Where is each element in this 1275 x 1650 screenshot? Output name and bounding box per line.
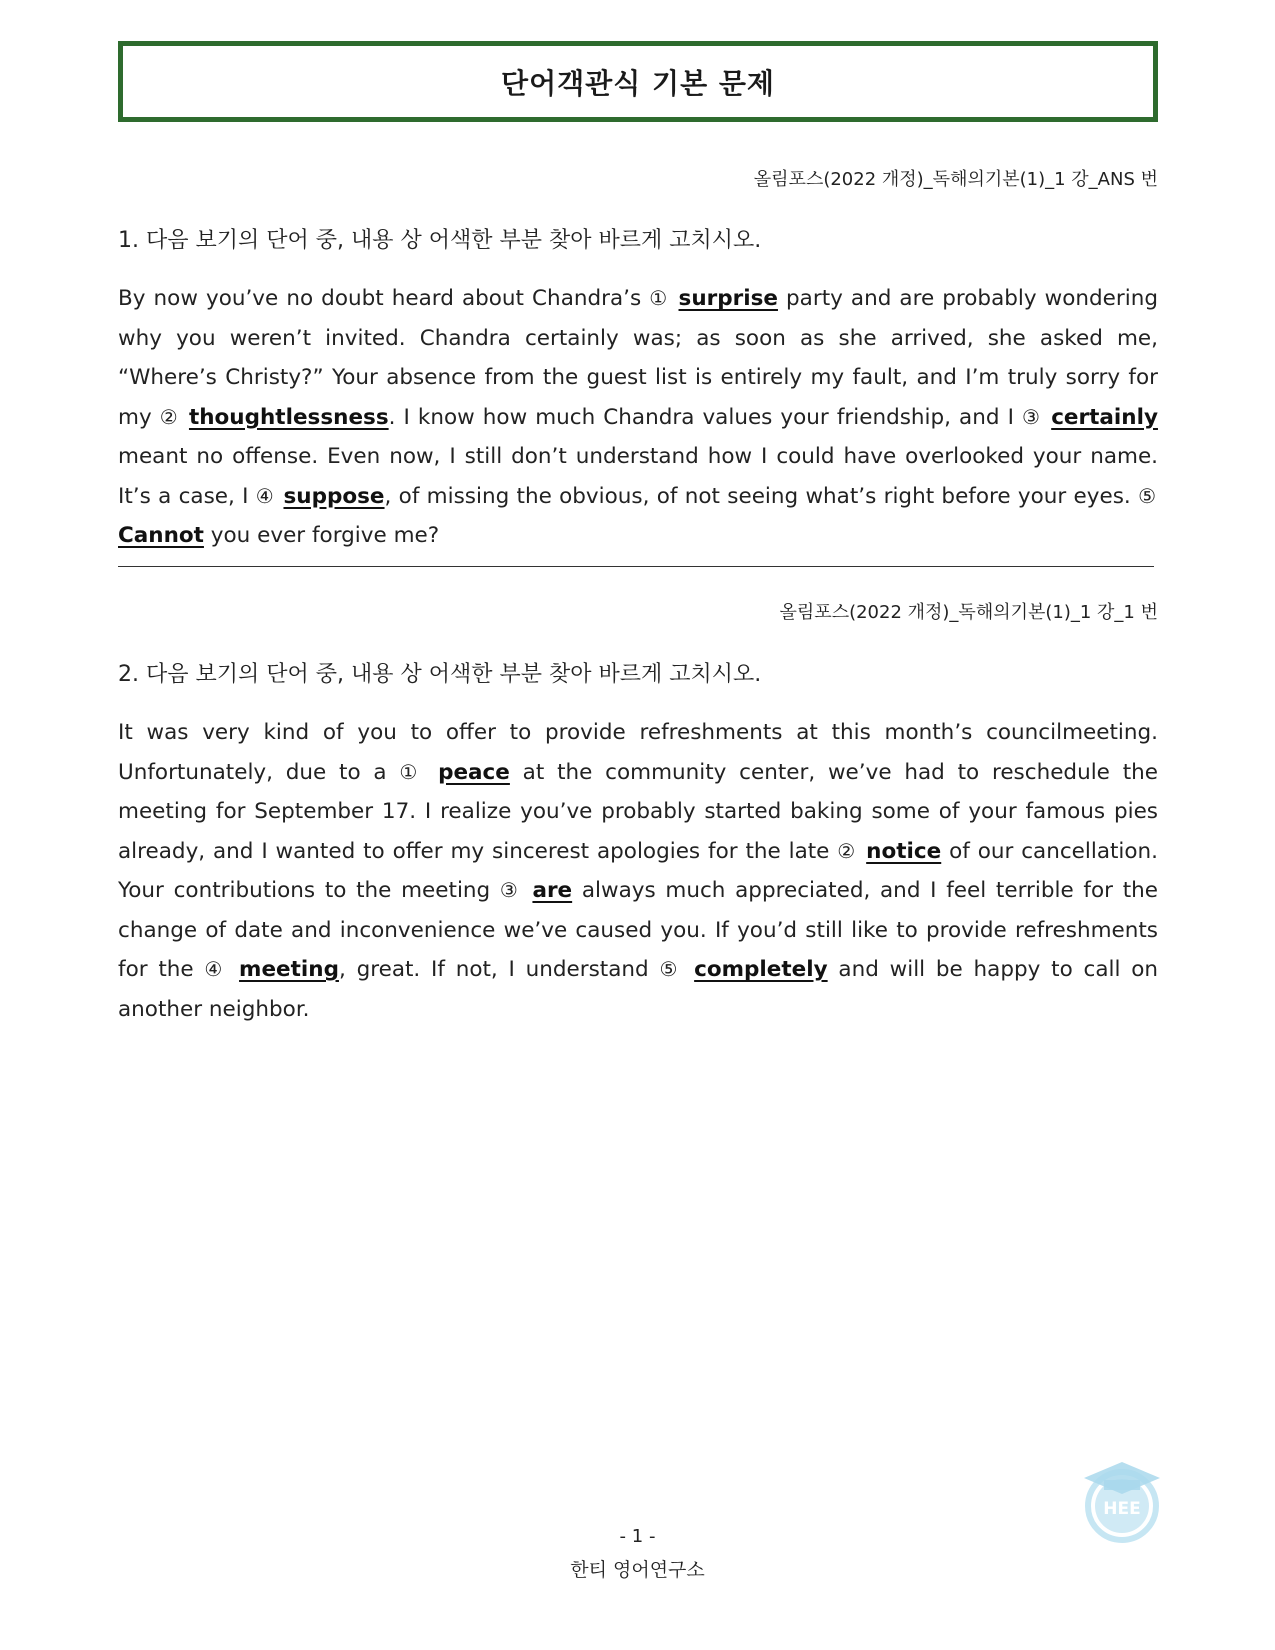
publisher-name: 한티 영어연구소 (570, 1559, 705, 1581)
question-2-passage (118, 713, 1158, 1029)
choice-number: ① (649, 286, 669, 310)
choice-word: are (532, 878, 573, 903)
section-divider (118, 566, 1154, 567)
question-1-source: 올림포스(2022 개정)_독해의기본(1)_1 강_ANS 번 (753, 169, 1158, 190)
choice-number: ② (837, 838, 857, 863)
choice-word: meeting (239, 957, 339, 982)
passage-text: and will be happy to call on another neighbor. (118, 957, 1158, 1022)
passage-text: . I know how much Chandra values your friendship, and I (388, 404, 1022, 430)
choice-number: ② (159, 404, 179, 429)
page-title: 단어객관식 기본 문제 (501, 66, 775, 100)
title-box (118, 41, 1158, 122)
question-1-passage (118, 279, 1158, 556)
choice-word: Cannot (118, 523, 204, 548)
choice-word: peace (438, 759, 510, 785)
passage-text: you ever forgive me? (203, 523, 440, 548)
passage-text: always much appreciated, and I feel terrible for the change of date and inconvenience we’ve caused you. If you’d still like to provide refreshments for the (118, 878, 1158, 982)
choice-word: thoughtlessness (188, 404, 389, 430)
choice-number: ③ (1021, 404, 1042, 429)
passage-text: , of missing the obvious, of not seeing what’s right before your eyes. (384, 483, 1139, 509)
choice-word: suppose (283, 483, 385, 509)
passage-text: It was very kind of you to offer to provide refreshments at this month’s councilmeeting. Unfortunately, due to a (118, 720, 1158, 785)
choice-number: ⑤ (659, 957, 682, 981)
passage-text: By now you’ve no doubt heard about Chandra’s (118, 286, 650, 311)
choice-number: ④ (204, 957, 227, 981)
choice-word: completely (694, 957, 828, 982)
page-number: - 1 - (619, 1526, 656, 1547)
question-2-source: 올림포스(2022 개정)_독해의기본(1)_1 강_1 번 (779, 602, 1158, 623)
choice-number: ⑤ (1138, 483, 1157, 508)
question-1-prompt: 1. 다음 보기의 단어 중, 내용 상 어색한 부분 찾아 바르게 고치시오. (118, 228, 762, 253)
passage-text: meant no offense. Even now, I still don’t understand how I could have overlooked your name. It’s a case, I (118, 444, 1158, 509)
choice-number: ③ (499, 878, 521, 902)
passage-text: of our cancellation. Your contributions to the meeting (118, 838, 1159, 903)
choice-word: surprise (678, 286, 778, 311)
passage-text: at the community center, we’ve had to reschedule the meeting for September 17. I realize you’ve probably started baking some of your famous pies already, and I wanted to offer my sincerest apologies for the late (118, 759, 1158, 864)
choice-word: notice (866, 838, 942, 864)
passage-text: party and are probably wondering why you weren’t invited. Chandra certainly was; as soon as she arrived, she asked me, “Where’s Christy?” Your absence from the guest list is entirely my fault, and I’m truly sorry for my (118, 286, 1158, 430)
choice-word: certainly (1051, 404, 1158, 430)
question-2-prompt: 2. 다음 보기의 단어 중, 내용 상 어색한 부분 찾아 바르게 고치시오. (118, 662, 762, 687)
choice-number: ④ (255, 483, 275, 508)
passage-text: , great. If not, I understand (338, 957, 660, 982)
logo-text: HEE (1103, 1499, 1141, 1519)
hee-logo-icon (1078, 1456, 1166, 1544)
choice-number: ① (399, 759, 424, 784)
